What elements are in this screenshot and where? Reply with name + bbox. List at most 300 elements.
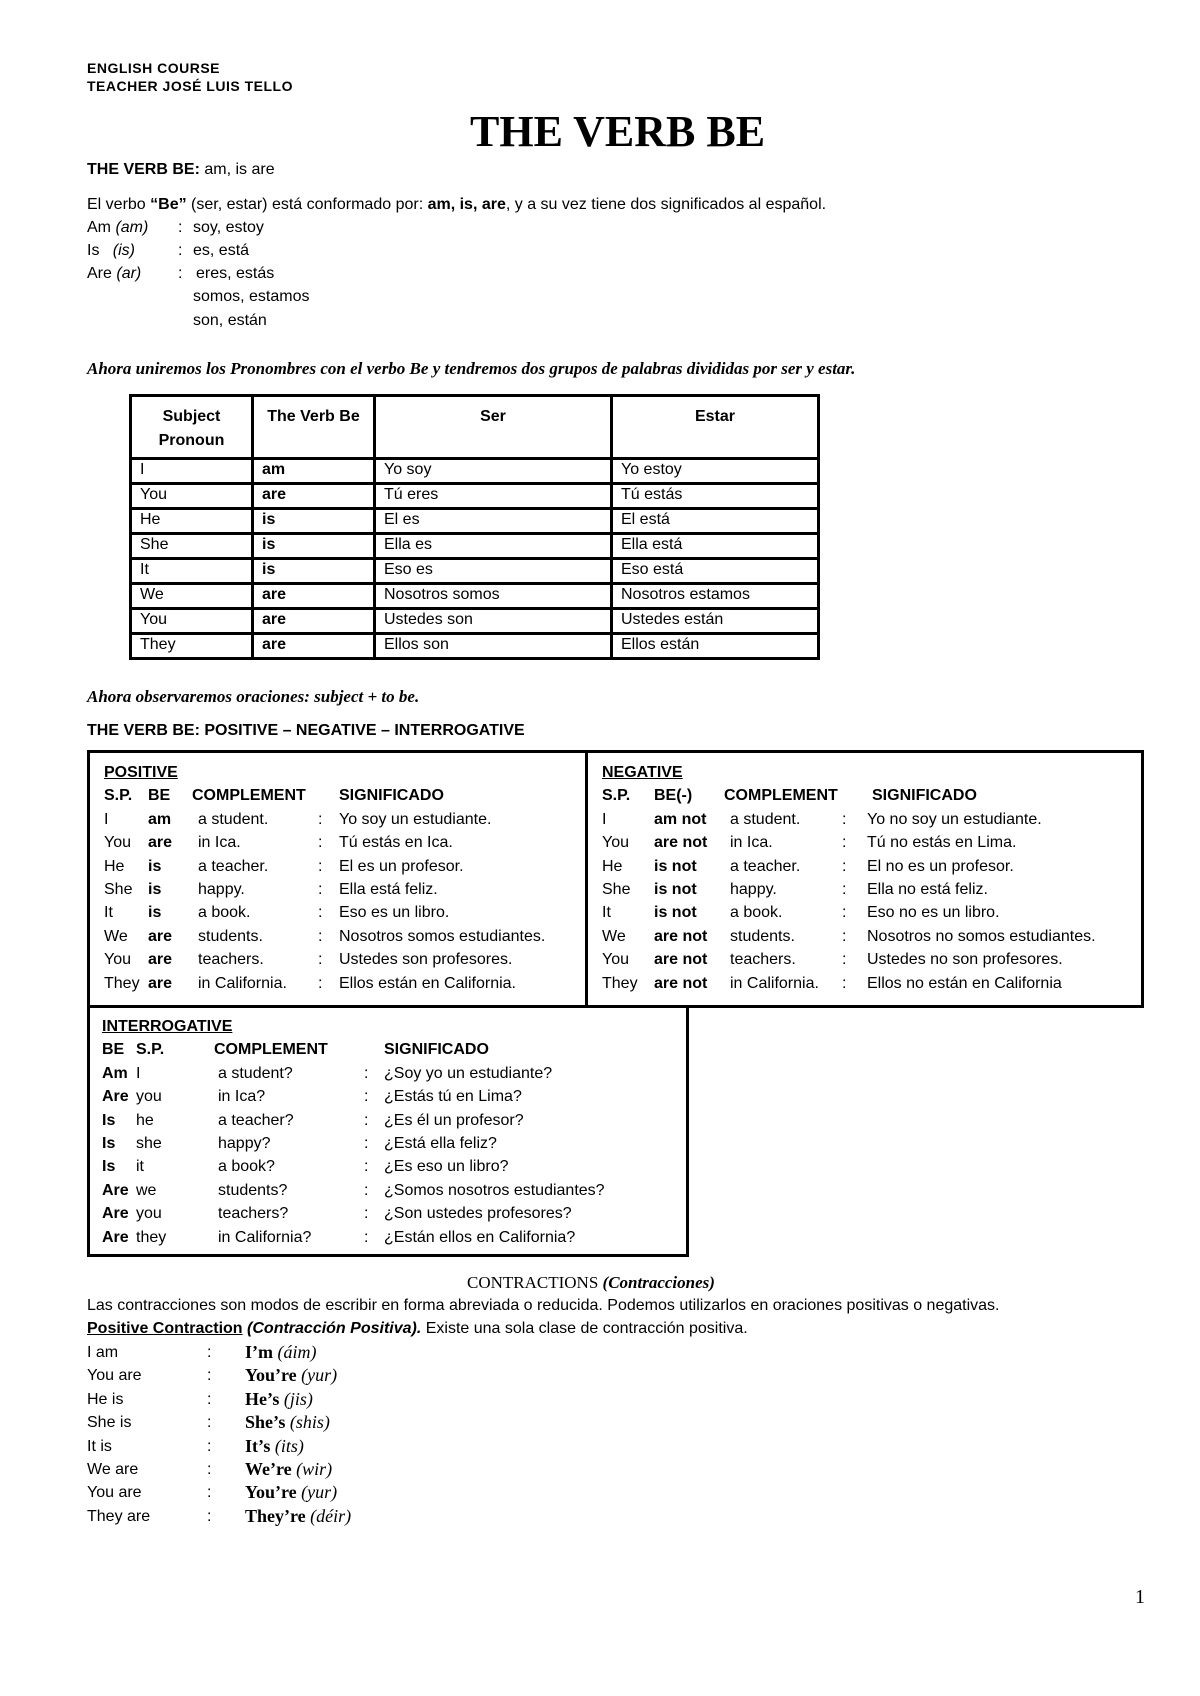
contraction-form: You’re	[245, 1365, 297, 1386]
pronoun-table-row	[131, 584, 819, 609]
negative-row	[602, 808, 1042, 831]
intro-sentence-a: El verbo	[87, 196, 151, 213]
pronoun-cell: Eso está	[612, 559, 819, 584]
interrogative-cell: students?	[218, 1181, 288, 1199]
interrogative-cell: happy?	[218, 1134, 271, 1152]
contraction-full: She is	[87, 1414, 132, 1432]
positive-contraction-label: Positive Contraction	[87, 1320, 243, 1337]
interrogative-cell: Is	[102, 1111, 116, 1129]
negative-cell: a book.	[730, 904, 783, 922]
interrogative-row	[102, 1179, 605, 1202]
interrogative-cell: :	[364, 1134, 369, 1152]
positive-row	[104, 808, 492, 831]
pronoun-cell: Ella es	[375, 534, 612, 559]
positive-row	[104, 901, 450, 924]
pronoun-cell: Ustedes están	[612, 609, 819, 634]
intro-sentence-b: (ser, estar) está conformado por:	[186, 196, 428, 213]
interrogative-rows	[102, 1062, 605, 1249]
interrogative-cell: Am	[102, 1064, 128, 1082]
contraction-full: You are	[87, 1484, 142, 1502]
pronoun-table-row	[131, 609, 819, 634]
interrogative-cell: :	[364, 1181, 369, 1199]
interrogative-cell: ¿Es él un profesor?	[384, 1111, 524, 1129]
meaning-value: soy, estoy	[193, 219, 264, 236]
col-header: COMPLEMENT	[192, 787, 306, 805]
col-header: S.P.	[602, 787, 631, 805]
pronoun-cell: Tú estás	[612, 484, 819, 509]
positive-row	[104, 948, 513, 971]
positive-cell: I	[104, 810, 109, 828]
interrogative-cell: a student?	[218, 1064, 293, 1082]
pronoun-table	[129, 394, 820, 660]
contraction-item	[87, 1411, 487, 1434]
pronoun-cell: is	[253, 509, 375, 534]
negative-cell: We	[602, 927, 626, 945]
contraction-pronunciation: (wir)	[296, 1458, 333, 1479]
negative-cell: Nosotros no somos estudiantes.	[867, 927, 1096, 945]
header-cell	[612, 396, 819, 459]
contraction-full: You are	[87, 1367, 142, 1385]
interrogative-section	[102, 1015, 605, 1249]
header-text: Estar	[694, 408, 736, 425]
negative-cell: :	[842, 880, 847, 898]
negative-cell: Ella no está feliz.	[867, 880, 988, 898]
pronoun-note: Ahora uniremos los Pronombres con el verbo Be y tendremos dos grupos de palabras divididas por ser y estar.	[87, 359, 856, 378]
pronoun-table-row	[131, 459, 819, 484]
interrogative-cell: in California?	[218, 1228, 312, 1246]
negative-cell: Eso no es un libro.	[867, 904, 1000, 922]
contraction-list	[87, 1341, 487, 1528]
col-header: SIGNIFICADO	[384, 1041, 489, 1059]
contraction-full: We are	[87, 1460, 139, 1478]
positive-cell: happy.	[198, 880, 245, 898]
pronoun-cell: She	[131, 534, 253, 559]
sentences-note: Ahora observaremos oraciones: subject + to be.	[87, 687, 420, 706]
contraction-item	[87, 1481, 487, 1504]
contraction-pronunciation: (jis)	[283, 1388, 313, 1409]
contraction-short	[245, 1341, 317, 1364]
interrogative-cell: Are	[102, 1228, 129, 1246]
positive-cell: is	[148, 857, 162, 875]
positive-cell: are	[148, 951, 173, 969]
positive-cell: He	[104, 857, 125, 875]
negative-rows	[602, 808, 1096, 995]
interrogative-cell: he	[136, 1111, 154, 1129]
col-header: SIGNIFICADO	[339, 787, 444, 805]
meaning-pron: (is)	[112, 242, 136, 259]
contraction-sep: :	[207, 1367, 212, 1385]
negative-cell: are not	[654, 974, 708, 992]
negative-cell: :	[842, 974, 847, 992]
header-text: Subject Pronoun	[158, 408, 225, 449]
negative-row	[602, 972, 1062, 995]
contraction-form: I’m	[245, 1342, 273, 1362]
interrogative-cell: you	[136, 1205, 162, 1223]
negative-cell: :	[842, 834, 847, 852]
pronoun-cell: El está	[612, 509, 819, 534]
positive-cell: :	[318, 974, 323, 992]
negative-row	[602, 878, 988, 901]
pronoun-cell: You	[131, 609, 253, 634]
intro-heading-label: THE VERB BE:	[87, 161, 200, 178]
positive-cell: It	[104, 904, 113, 922]
negative-cell: :	[842, 857, 847, 875]
positive-cell: a book.	[198, 904, 251, 922]
col-header: BE	[148, 787, 171, 805]
negative-cell: am not	[654, 810, 707, 828]
contraction-full: They are	[87, 1507, 151, 1525]
pronoun-table-row	[131, 534, 819, 559]
positive-section	[104, 761, 546, 995]
meaning-verb: Are	[87, 265, 112, 282]
header-cell	[131, 396, 253, 459]
positive-row	[104, 878, 438, 901]
negative-cell: I	[602, 810, 607, 828]
contractions-description: Las contracciones son modos de escribir en forma abreviada o reducida. Podemos utilizarlos en oraciones positivas o negativas.	[87, 1297, 1000, 1314]
positive-cell: El es un profesor.	[339, 857, 464, 875]
interrogative-cell: Is	[102, 1134, 116, 1152]
pni-title: THE VERB BE: POSITIVE – NEGATIVE – INTERROGATIVE	[87, 722, 525, 739]
negative-cell: a student.	[730, 810, 801, 828]
positive-row	[104, 925, 546, 948]
positive-cell: Ustedes son profesores.	[339, 951, 513, 969]
contraction-form: You’re	[245, 1482, 297, 1503]
col-header: S.P.	[136, 1041, 165, 1059]
interrogative-headers	[102, 1038, 489, 1061]
positive-cell: students.	[198, 927, 263, 945]
interrogative-cell: ¿Es eso un libro?	[384, 1158, 509, 1176]
contraction-full: I am	[87, 1344, 119, 1361]
positive-cell: Eso es un libro.	[339, 904, 450, 922]
positive-cell: Tú estás en Ica.	[339, 834, 453, 852]
pronoun-table-body	[131, 459, 819, 659]
pronoun-table-row	[131, 634, 819, 659]
contractions-title	[467, 1273, 715, 1293]
pronoun-cell: are	[253, 584, 375, 609]
meaning-sep: :	[178, 242, 183, 259]
contraction-sep: :	[207, 1507, 212, 1525]
positive-cell: am	[148, 810, 172, 828]
pronoun-cell: Ellos son	[375, 634, 612, 659]
positive-cell: She	[104, 880, 133, 898]
negative-row	[602, 948, 1063, 971]
interrogative-title: INTERROGATIVE	[102, 1018, 233, 1035]
pronoun-cell: Nosotros somos	[375, 584, 612, 609]
meaning-verb: Am	[87, 219, 111, 236]
negative-cell: in Ica.	[730, 834, 773, 852]
pronoun-table-row	[131, 559, 819, 584]
col-header: SIGNIFICADO	[872, 787, 977, 805]
contraction-item	[87, 1505, 487, 1528]
contraction-pronunciation: (its)	[274, 1435, 304, 1456]
interrogative-cell: :	[364, 1088, 369, 1106]
negative-row	[602, 925, 1096, 948]
interrogative-row	[102, 1155, 509, 1178]
meaning-value: somos, estamos	[193, 288, 310, 305]
positive-cell: :	[318, 834, 323, 852]
negative-cell: in California.	[730, 974, 819, 992]
interrogative-cell: :	[364, 1111, 369, 1129]
positive-cell: :	[318, 927, 323, 945]
interrogative-cell: teachers?	[218, 1205, 289, 1223]
positive-cell: You	[104, 951, 131, 969]
negative-cell: You	[602, 951, 629, 969]
interrogative-cell: a teacher?	[218, 1111, 294, 1129]
interrogative-cell: a book?	[218, 1158, 275, 1176]
contraction-form: They’re	[245, 1505, 306, 1526]
positive-cell: teachers.	[198, 951, 264, 969]
contraction-short	[245, 1505, 351, 1528]
interrogative-cell: Are	[102, 1205, 129, 1223]
contraction-item	[87, 1341, 487, 1364]
pronoun-cell: He	[131, 509, 253, 534]
negative-cell: You	[602, 834, 629, 852]
col-header: S.P.	[104, 787, 133, 805]
contraction-short	[245, 1481, 337, 1504]
contraction-pronunciation: (yur)	[301, 1365, 338, 1386]
interrogative-cell: ¿Estás tú en Lima?	[384, 1088, 522, 1106]
contraction-item	[87, 1388, 487, 1411]
col-header: BE	[102, 1041, 125, 1059]
page-number: 1	[1135, 1586, 1145, 1608]
pronoun-table-header	[131, 396, 819, 459]
interrogative-cell: ¿Están ellos en California?	[384, 1228, 576, 1246]
positive-cell: They	[104, 974, 140, 992]
interrogative-cell: :	[364, 1064, 369, 1082]
positive-cell: Yo soy un estudiante.	[339, 810, 492, 828]
interrogative-cell: :	[364, 1228, 369, 1246]
negative-cell: Ustedes no son profesores.	[867, 951, 1063, 969]
positive-cell: You	[104, 834, 131, 852]
interrogative-cell: in Ica?	[218, 1088, 266, 1106]
pronoun-cell: Nosotros estamos	[612, 584, 819, 609]
positive-cell: Ellos están en California.	[339, 974, 516, 992]
contraction-pronunciation: (áim)	[277, 1342, 317, 1362]
contraction-sep: :	[207, 1390, 212, 1408]
intro-sentence-c: , y a su vez tiene dos significados al español.	[505, 196, 827, 213]
pronoun-cell: are	[253, 609, 375, 634]
pronoun-cell: Tú eres	[375, 484, 612, 509]
positive-cell: :	[318, 951, 323, 969]
negative-cell: are not	[654, 927, 708, 945]
contraction-form: We’re	[245, 1458, 292, 1479]
intro-sentence	[87, 196, 826, 214]
pronoun-table-row	[131, 509, 819, 534]
negative-cell: is not	[654, 880, 697, 898]
contraction-short	[245, 1458, 332, 1481]
pronoun-cell: are	[253, 634, 375, 659]
negative-cell: They	[602, 974, 638, 992]
pronoun-cell: We	[131, 584, 253, 609]
interrogative-cell: :	[364, 1205, 369, 1223]
contraction-short	[245, 1364, 337, 1387]
contraction-sep: :	[207, 1460, 212, 1478]
interrogative-row	[102, 1202, 572, 1225]
course-label: ENGLISH COURSE	[87, 60, 221, 76]
negative-cell: is not	[654, 904, 697, 922]
interrogative-cell: it	[136, 1158, 144, 1176]
interrogative-cell: we	[136, 1181, 157, 1199]
pronoun-cell: It	[131, 559, 253, 584]
positive-cell: a student.	[198, 810, 269, 828]
pronoun-cell: Ellos están	[612, 634, 819, 659]
negative-cell: Tú no estás en Lima.	[867, 834, 1017, 852]
positive-rows	[104, 808, 546, 995]
contraction-item	[87, 1435, 487, 1458]
negative-cell: teachers.	[730, 951, 796, 969]
pronoun-cell: They	[131, 634, 253, 659]
positive-cell: :	[318, 880, 323, 898]
intro-sentence-forms: am, is, are	[427, 196, 506, 213]
negative-cell: a teacher.	[730, 857, 801, 875]
meaning-value: son, están	[193, 312, 267, 329]
negative-cell: :	[842, 951, 847, 969]
col-header: BE(-)	[654, 787, 693, 805]
header-text: Ser	[480, 408, 506, 425]
contractions-title-text: CONTRACTIONS	[467, 1273, 599, 1292]
interrogative-row	[102, 1132, 497, 1155]
negative-row	[602, 901, 1000, 924]
negative-cell: happy.	[730, 880, 777, 898]
intro-heading-forms: am, is are	[199, 161, 275, 178]
negative-cell: :	[842, 810, 847, 828]
col-header: COMPLEMENT	[724, 787, 838, 805]
contraction-form: He’s	[245, 1388, 280, 1409]
contraction-sep: :	[207, 1437, 212, 1455]
interrogative-row	[102, 1062, 553, 1085]
positive-contraction-label-es: (Contracción Positiva).	[247, 1320, 422, 1337]
teacher-label: TEACHER JOSÉ LUIS TELLO	[87, 78, 293, 94]
pronoun-cell: Ustedes son	[375, 609, 612, 634]
contraction-pronunciation: (déir)	[310, 1505, 352, 1526]
contraction-sep: :	[207, 1344, 212, 1361]
negative-cell: Yo no soy un estudiante.	[867, 810, 1042, 828]
meaning-sep: :	[178, 265, 183, 282]
header-text: The Verb Be	[267, 408, 360, 425]
positive-contraction-line	[87, 1320, 748, 1338]
contraction-short	[245, 1388, 313, 1411]
positive-cell: are	[148, 974, 173, 992]
interrogative-cell: Are	[102, 1088, 129, 1106]
contraction-form: She’s	[245, 1412, 286, 1433]
positive-cell: is	[148, 904, 162, 922]
positive-cell: are	[148, 834, 173, 852]
negative-cell: Ellos no están en California	[867, 974, 1062, 992]
positive-cell: are	[148, 927, 173, 945]
negative-cell: El no es un profesor.	[867, 857, 1014, 875]
interrogative-cell: Are	[102, 1181, 129, 1199]
pronoun-cell: Yo estoy	[612, 459, 819, 484]
box-divider	[585, 750, 588, 1008]
interrogative-cell: I	[136, 1064, 141, 1082]
pronoun-cell: Eso es	[375, 559, 612, 584]
positive-row	[104, 855, 464, 878]
meaning-value: eres, estás	[196, 265, 275, 282]
contraction-form: It’s	[245, 1435, 271, 1456]
positive-cell: :	[318, 904, 323, 922]
header-cell	[375, 396, 612, 459]
negative-title: NEGATIVE	[602, 764, 683, 781]
interrogative-cell: ¿Soy yo un estudiante?	[384, 1064, 553, 1082]
meaning-value: es, está	[193, 242, 250, 259]
positive-contraction-note: Existe una sola clase de contracción positiva.	[421, 1320, 748, 1337]
pronoun-table-row	[131, 484, 819, 509]
negative-section	[602, 761, 1096, 995]
meaning-am-verb	[87, 219, 148, 237]
pronoun-cell: You	[131, 484, 253, 509]
interrogative-cell: you	[136, 1088, 162, 1106]
contraction-item	[87, 1458, 487, 1481]
pronoun-cell: I	[131, 459, 253, 484]
negative-cell: It	[602, 904, 611, 922]
negative-cell: is not	[654, 857, 697, 875]
interrogative-cell: ¿Somos nosotros estudiantes?	[384, 1181, 605, 1199]
page-title: THE VERB BE	[470, 107, 766, 156]
positive-cell: Ella está feliz.	[339, 880, 438, 898]
positive-cell: :	[318, 857, 323, 875]
pronoun-cell: are	[253, 484, 375, 509]
positive-title: POSITIVE	[104, 764, 178, 781]
meaning-pron: (am)	[115, 219, 149, 236]
intro-be-quoted: “Be”	[150, 196, 187, 213]
header-cell	[253, 396, 375, 459]
contraction-short	[245, 1411, 330, 1434]
positive-cell: in California.	[198, 974, 287, 992]
negative-cell: are not	[654, 951, 708, 969]
negative-cell: :	[842, 904, 847, 922]
meaning-is-verb	[87, 242, 135, 260]
interrogative-cell: Is	[102, 1158, 116, 1176]
negative-cell: :	[842, 927, 847, 945]
interrogative-row	[102, 1085, 522, 1108]
col-header: COMPLEMENT	[214, 1041, 328, 1059]
interrogative-cell: :	[364, 1158, 369, 1176]
interrogative-row	[102, 1109, 524, 1132]
pronoun-cell: Yo soy	[375, 459, 612, 484]
contraction-sep: :	[207, 1414, 212, 1432]
contraction-item	[87, 1364, 487, 1387]
negative-headers	[602, 784, 977, 807]
contraction-sep: :	[207, 1484, 212, 1502]
negative-cell: She	[602, 880, 631, 898]
meaning-pron: (ar)	[116, 265, 142, 282]
pronoun-cell: Ella está	[612, 534, 819, 559]
negative-cell: He	[602, 857, 623, 875]
positive-cell: in Ica.	[198, 834, 241, 852]
positive-cell: is	[148, 880, 162, 898]
contraction-pronunciation: (yur)	[301, 1482, 338, 1503]
negative-row	[602, 855, 1014, 878]
interrogative-cell: she	[136, 1134, 162, 1152]
contraction-short	[245, 1435, 304, 1458]
negative-cell: are not	[654, 834, 708, 852]
positive-cell: a teacher.	[198, 857, 269, 875]
meaning-sep: :	[178, 219, 183, 236]
positive-cell: :	[318, 810, 323, 828]
contraction-pronunciation: (shis)	[289, 1412, 330, 1433]
pronoun-cell: El es	[375, 509, 612, 534]
interrogative-cell: they	[136, 1228, 167, 1246]
interrogative-cell: ¿Está ella feliz?	[384, 1134, 497, 1152]
pronoun-cell: am	[253, 459, 375, 484]
contraction-full: He is	[87, 1390, 124, 1408]
negative-row	[602, 831, 1017, 854]
interrogative-row	[102, 1226, 576, 1249]
interrogative-cell: ¿Son ustedes profesores?	[384, 1205, 572, 1223]
positive-row	[104, 972, 516, 995]
contractions-title-es: (Contracciones)	[602, 1273, 715, 1292]
positive-cell: Nosotros somos estudiantes.	[339, 927, 546, 945]
